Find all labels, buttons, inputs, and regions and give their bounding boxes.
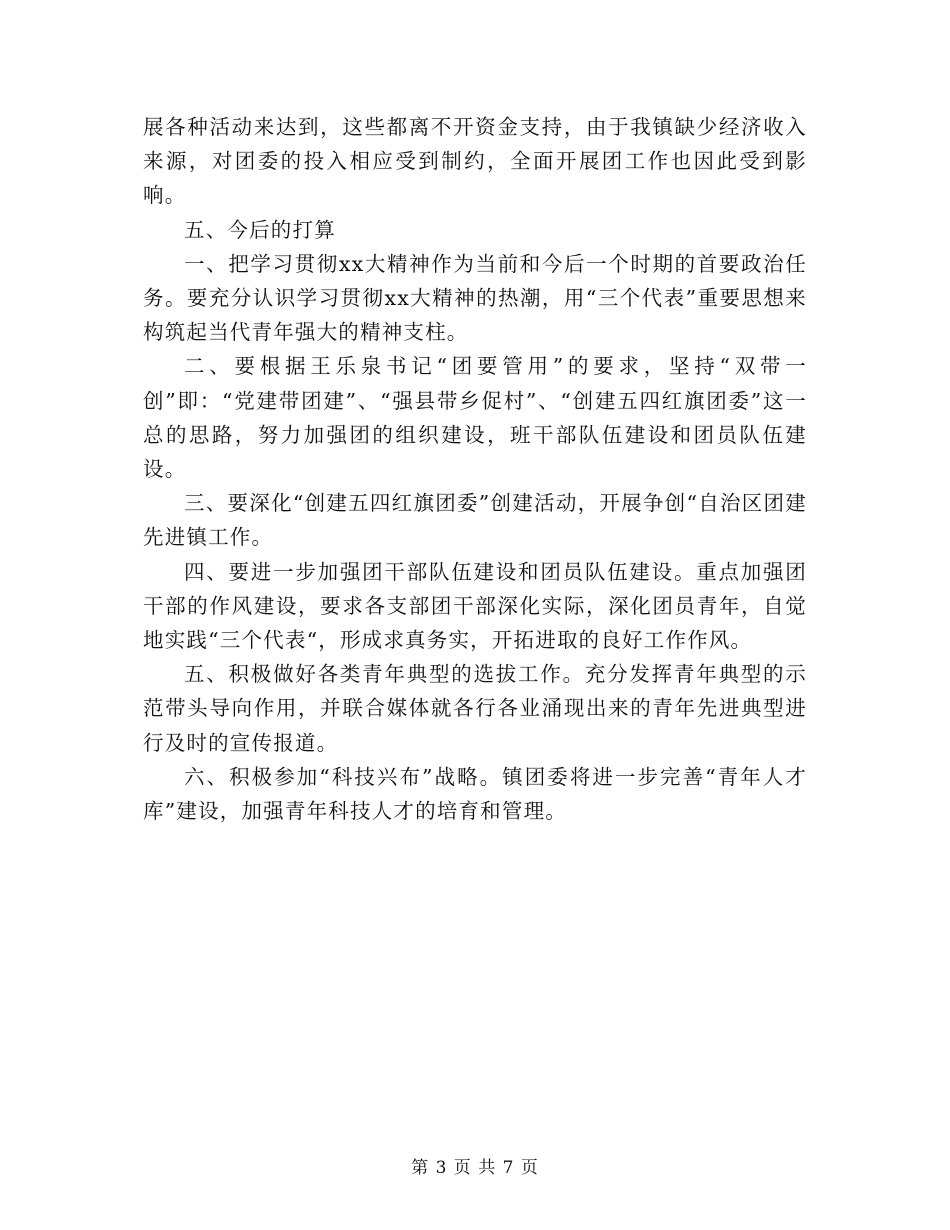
document-body bbox=[143, 110, 807, 828]
paragraph-plan-4: 四、要进一步加强团干部队伍建设和团员队伍建设。重点加强团干部的作风建设，要求各支部团干部深化实际，深化团员青年，自觉地实践“三个代表“，形成求真务实，开拓进取的良好工作作风。 bbox=[143, 559, 807, 653]
paragraph-plan-6: 六、积极参加“科技兴布”战略。镇团委将进一步完善“青年人才库”建设，加强青年科技人才的培育和管理。 bbox=[143, 764, 807, 824]
section-heading-future-plans: 五、今后的打算 bbox=[184, 217, 336, 242]
paragraph-plan-3: 三、要深化“创建五四红旗团委”创建活动，开展争创“自治区团建先进镇工作。 bbox=[143, 491, 807, 550]
paragraph-continuation: 展各种活动来达到，这些都离不开资金支持，由于我镇缺少经济收入来源，对团委的投入相应受到制约，全面开展团工作也因此受到影响。 bbox=[143, 115, 807, 208]
paragraph-plan-5: 五、积极做好各类青年典型的选拔工作。充分发挥青年典型的示范带头导向作用，并联合媒体就各行各业涌现出来的青年先进典型进行及时的宣传报道。 bbox=[143, 662, 807, 755]
page-number-footer: 第 3 页 共 7 页 bbox=[411, 1158, 539, 1178]
paragraph-plan-1: 一、把学习贯彻xx大精神作为当前和今后一个时期的首要政治任务。要充分认识学习贯彻xx大精神的热潮，用“三个代表”重要思想来构筑起当代青年强大的精神支柱。 bbox=[143, 251, 807, 345]
paragraph-plan-2: 二、要根据王乐泉书记“团要管用”的要求，坚持“双带一创”即：“党建带团建”、“强县带乡促村”、“创建五四红旗团委”这一总的思路，努力加强团的组织建设，班干部队伍建设和团员队伍建设。 bbox=[143, 354, 807, 482]
